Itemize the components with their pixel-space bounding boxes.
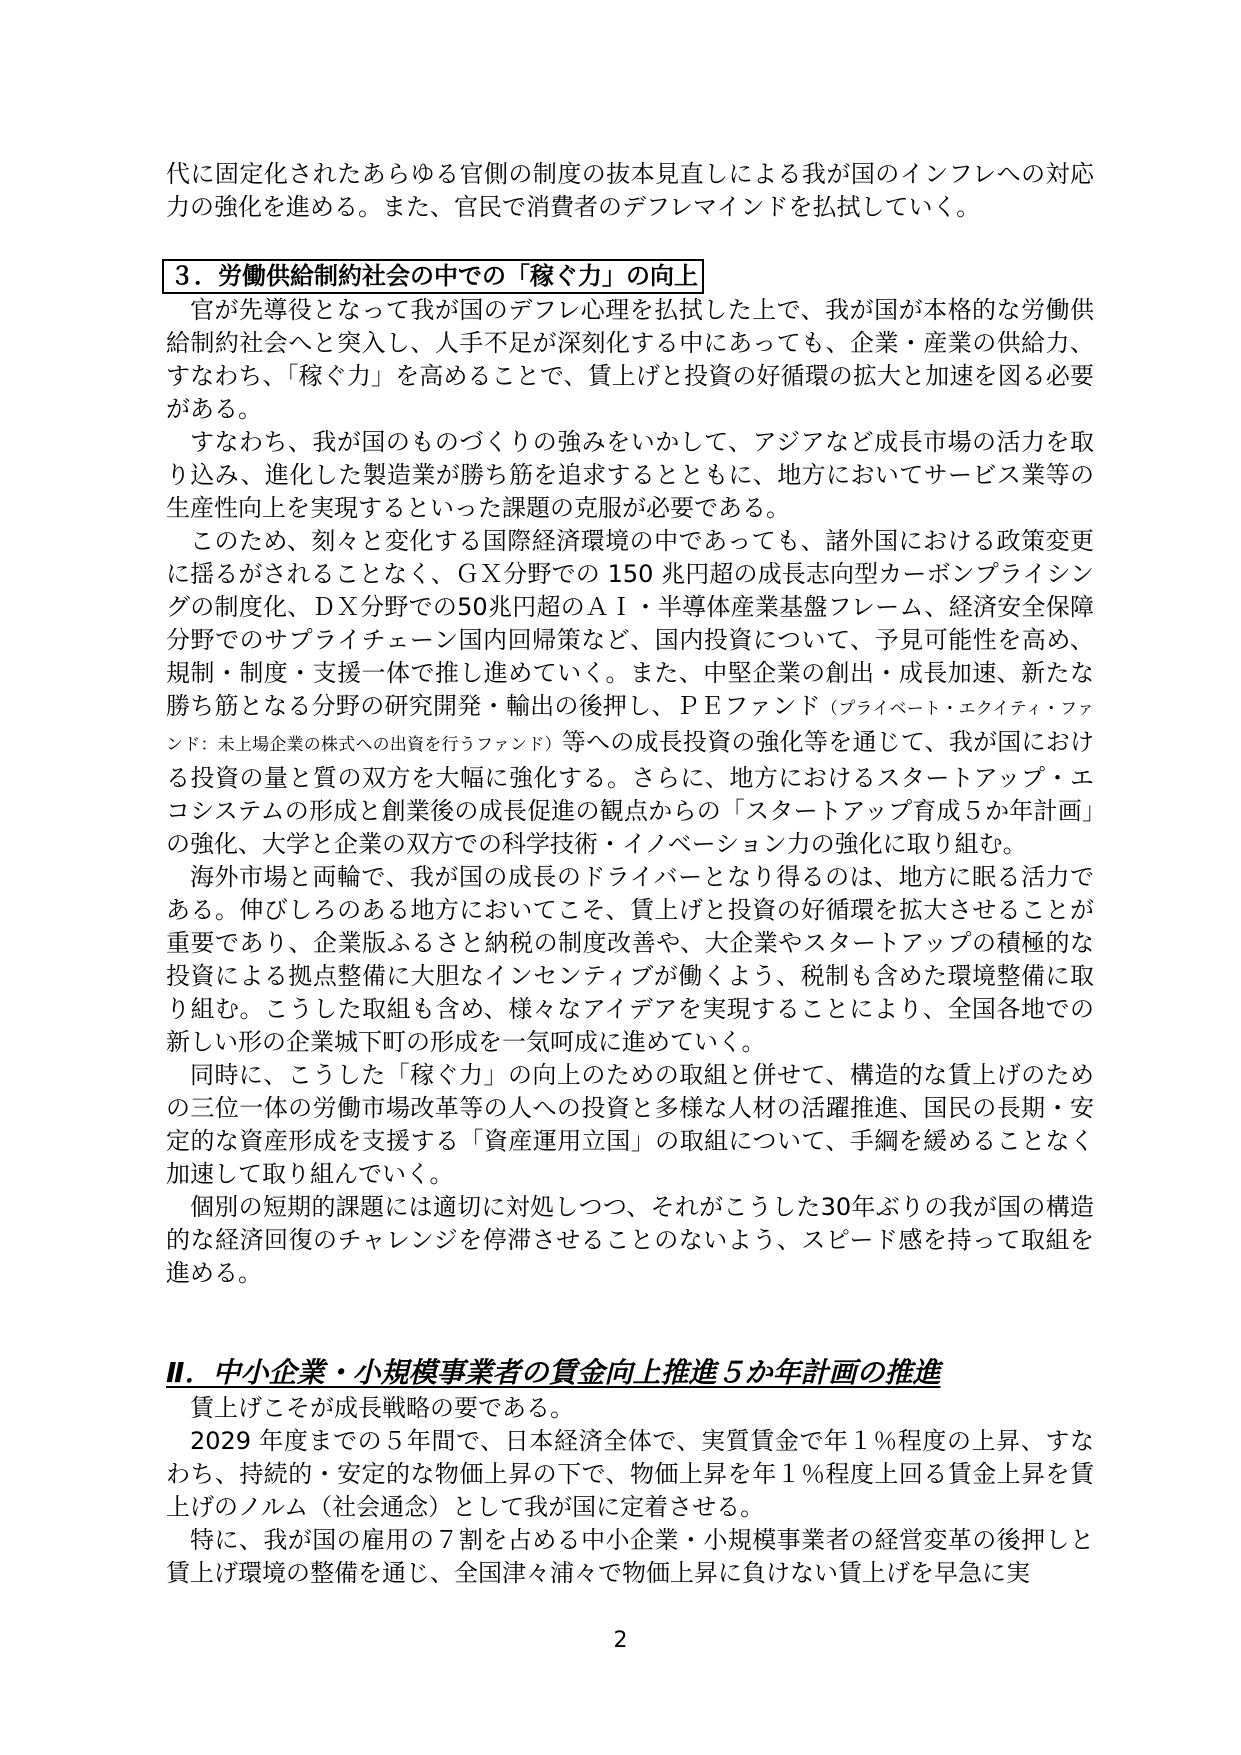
section-paragraph-5: 同時に、こうした「稼ぐ力」の向上のための取組と併せて、構造的な賃上げのための三位一体の労働市場改革等の人への投資と多様な人材の活躍推進、国民の長期・安定的な資産形成を支援する「資産運用立国」の取組について、手綱を緩めることなく加速して取り組んでいく。: [166, 1061, 1094, 1188]
section-heading: ３．労働供給制約社会の中での「稼ぐ力」の向上: [162, 259, 704, 294]
section-paragraph-4: 海外市場と両輪で、我が国の成長のドライバーとなり得るのは、地方に眠る活力である。伸びしろのある地方においてこそ、賃上げと投資の好循環を拡大させることが重要であり、企業版ふるさと納税の制度改善や、大企業やスタートアップの積極的な投資による拠点整備に大胆なインセンティブが働くよう、税制も含めた環境整備に取り組む。こうした取組も含め、様々なアイデアを実現することにより、全国各地での新しい形の企業城下町の形成を一気呵成に進めていく。: [166, 863, 1094, 1056]
spacer: [166, 224, 1094, 259]
section-paragraph-6: 個別の短期的課題には適切に対処しつつ、それがこうした30年ぶりの我が国の構造的な経済回復のチャレンジを停滞させることのないよう、スピード感を持って取組を進める。: [166, 1193, 1094, 1287]
section-paragraph-1: 官が先導役となって我が国のデフレ心理を払拭した上で、我が国が本格的な労働供給制約社会へと突入し、人手不足が深刻化する中にあっても、企業・産業の供給力、すなわち、「稼ぐ力」を高めることで、賃上げと投資の好循環の拡大と加速を図る必要がある。: [166, 296, 1094, 423]
chapter-paragraph-1: 賃上げこそが成長戦略の要である。: [190, 1394, 574, 1422]
page-content: [166, 158, 1094, 1590]
chapter-paragraph-2: 2029 年度までの５年間で、日本経済全体で、実質賃金で年１％程度の上昇、すなわち、持続的・安定的な物価上昇の下で、物価上昇を年１％程度上回る賃金上昇を賃上げのノルム（社会通念）として我が国に定着させる。: [166, 1427, 1094, 1521]
paragraph-text: このため、刻々と変化する国際経済環境の中であっても、諸外国における政策変更に揺るがされることなく、ＧＸ分野での 150 兆円超の成長志向型カーボンプライシングの制度化、ＤＸ分野での50兆円超のＡＩ・半導体産業基盤フレーム、経済安全保障分野でのサプライチェーン国内回帰策など、国内投資について、予見可能性を高め、規制・制度・支援一体で推し進めていく。また、中堅企業の創出・成長加速、新たな勝ち筋となる分野の研究開発・輸出の後押し、ＰＥファンド: [166, 527, 1094, 720]
section-paragraph-2: すなわち、我が国のものづくりの強みをいかして、アジアなど成長市場の活力を取り込み、進化した製造業が勝ち筋を追求するとともに、地方においてサービス業等の生産性向上を実現するといった課題の克服が必要である。: [166, 428, 1094, 522]
parenthetical-note: （プライベート・エクイティ・ファンド：未上場企業の株式への出資を行うファンド）: [166, 699, 1094, 755]
continued-paragraph: 代に固定化されたあらゆる官側の制度の抜本見直しによる我が国のインフレへの対応力の強化を進める。また、官民で消費者のデフレマインドを払拭していく。: [166, 160, 1094, 221]
section-paragraph-3: [166, 525, 1094, 861]
chapter-heading: Ⅱ．中小企業・小規模事業者の賃金向上推進５か年計画の推進: [166, 1356, 941, 1389]
section-heading-wrapper: [166, 259, 1094, 294]
chapter-paragraph-3: 特に、我が国の雇用の７割を占める中小企業・小規模事業者の経営変革の後押しと賃上げ環境の整備を通じ、全国津々浦々で物価上昇に負けない賃上げを早急に実: [166, 1526, 1094, 1587]
spacer: [166, 1290, 1094, 1354]
paragraph-text: 等への成長投資の強化等を通じて、我が国における投資の量と質の双方を大幅に強化する。さらに、地方におけるスタートアップ・エコシステムの形成と創業後の成長促進の観点からの「スタートアップ育成５か年計画」の強化、大学と企業の双方での科学技術・イノベーション力の強化に取り組む。: [166, 728, 1094, 858]
page-number: 2: [613, 1628, 628, 1653]
